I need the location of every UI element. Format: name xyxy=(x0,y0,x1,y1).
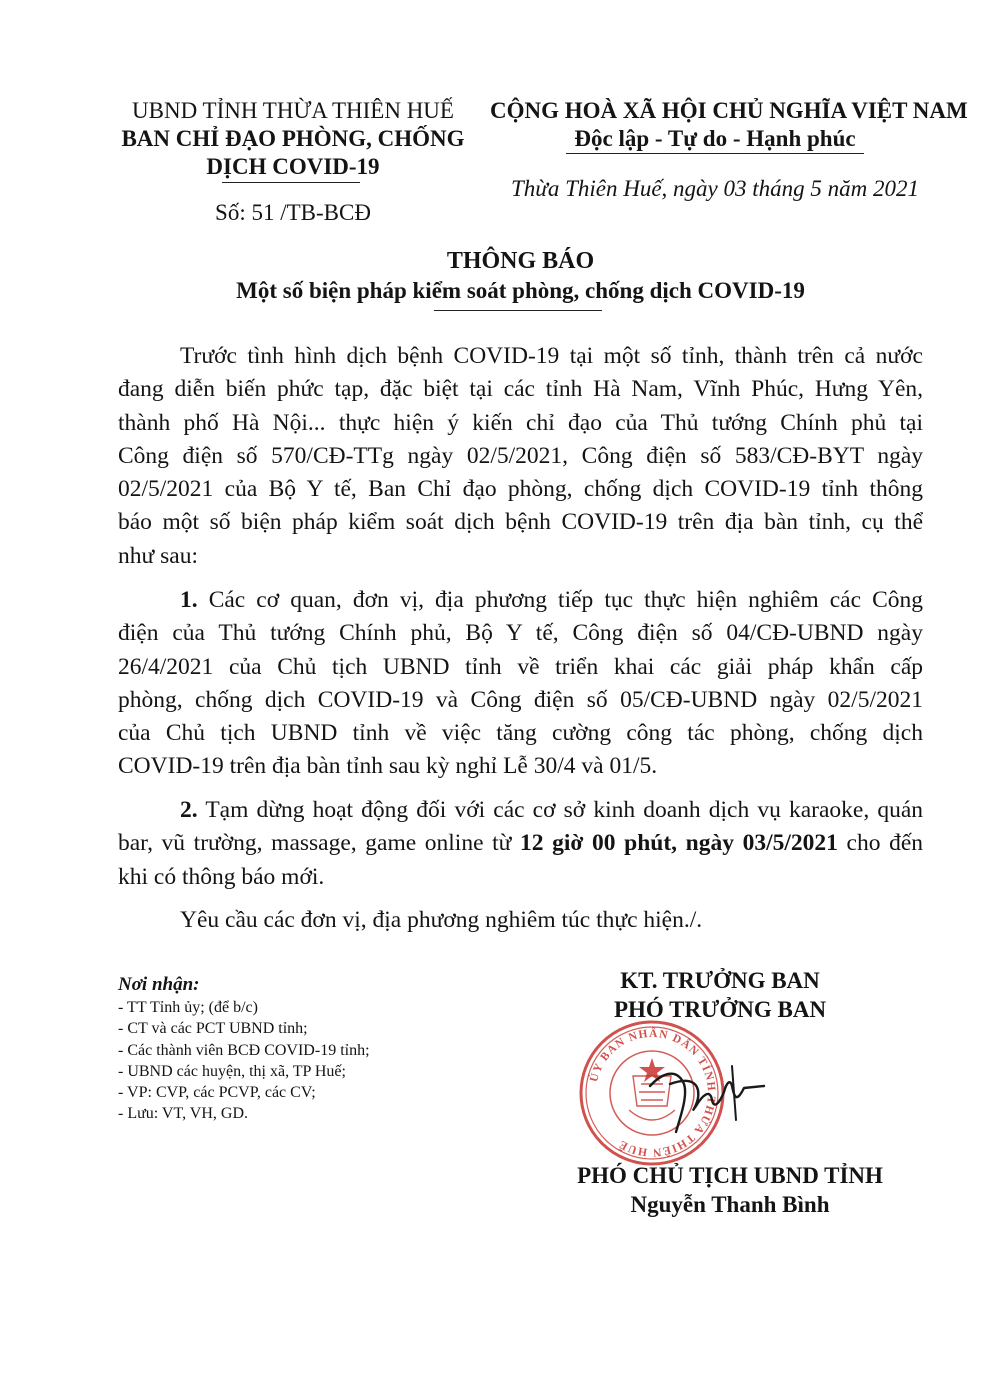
issuing-authority: UBND TỈNH THỪA THIÊN HUẾ xyxy=(132,98,454,123)
item-1-number: 1. xyxy=(180,587,198,613)
recipient-item: - UBND các huyện, thị xã, TP Huế; xyxy=(118,1062,346,1080)
handwritten-signature xyxy=(640,1048,780,1138)
paragraph-line: Trước tình hình dịch bệnh COVID-19 tại một số tỉnh, thành trên cả nước xyxy=(180,343,923,369)
national-title: CỘNG HOÀ XÃ HỘI CHỦ NGHĨA VIỆT NAM xyxy=(490,98,968,123)
paragraph-line: 26/4/2021 của Chủ tịch UBND tỉnh về triển khai các giải pháp khẩn cấp xyxy=(118,653,923,680)
intro-paragraph xyxy=(118,340,923,573)
item-1-paragraph xyxy=(118,584,923,784)
paragraph-line: báo một số biện pháp kiểm soát dịch bệnh COVID-19 trên địa bàn tỉnh, cụ thể xyxy=(118,509,923,536)
title-rule xyxy=(434,310,602,311)
paragraph-line: như sau: xyxy=(118,542,198,569)
signer-position: PHÓ CHỦ TỊCH UBND TỈNH xyxy=(577,1163,883,1188)
paragraph-line: điện của Thủ tướng Chính phủ, Bộ Y tế, Công điện số 04/CĐ-UBND ngày xyxy=(118,620,923,647)
paragraph-line xyxy=(118,794,923,827)
signature-role: PHÓ TRƯỞNG BAN xyxy=(613,997,827,1022)
recipient-item: - CT và các PCT UBND tỉnh; xyxy=(118,1020,308,1038)
closing-line: Yêu cầu các đơn vị, địa phương nghiêm túc thực hiện./. xyxy=(180,907,703,933)
paragraph-line: 02/5/2021 của Bộ Y tế, Ban Chỉ đạo phòng, chống dịch COVID-19 tỉnh thông xyxy=(118,476,923,503)
recipient-item: - TT Tỉnh ủy; (để b/c) xyxy=(118,999,258,1016)
signature-authority: KT. TRƯỞNG BAN xyxy=(620,968,820,993)
item-2-text-post: cho đến xyxy=(846,830,924,857)
svg-text:ỦY BAN NHÂN DÂN TỈNH THỪA THIÊ: ỦY BAN NHÂN DÂN TỈNH THỪA THIÊN HUẾ xyxy=(588,1027,718,1159)
recipients-block xyxy=(118,974,370,1125)
item-2-text-pre: bar, vũ trường, massage, game online từ xyxy=(118,830,512,857)
paragraph-line: của Chủ tịch UBND tỉnh về việc tăng cường công tác phòng, chống dịch xyxy=(118,720,923,747)
paragraph-line: đang diễn biến phức tạp, đặc biệt tại các tỉnh Hà Nam, Vĩnh Phúc, Hưng Yên, xyxy=(118,376,923,403)
paragraph-line xyxy=(118,827,923,860)
item-2-number: 2. xyxy=(180,797,198,823)
document-subtitle: Một số biện pháp kiểm soát phòng, chống dịch COVID-19 xyxy=(236,278,805,303)
item-2-text: Tạm dừng hoạt động đối với các cơ sở kinh doanh dịch vụ karaoke, quán xyxy=(205,797,924,823)
recipients-title: Nơi nhận: xyxy=(118,974,200,995)
closing-paragraph xyxy=(118,904,923,937)
paragraph-line: thành phố Hà Nội... thực hiện ý kiến chỉ đạo của Thủ tướng Chính phủ tại xyxy=(118,409,923,436)
document-number: Số: 51 /TB-BCĐ xyxy=(215,200,371,225)
recipient-item: - Các thành viên BCĐ COVID-19 tỉnh; xyxy=(118,1041,370,1059)
paragraph-line: Công điện số 570/CĐ-TTg ngày 02/5/2021, Công điện số 583/CĐ-BYT ngày xyxy=(118,442,923,469)
item-2-deadline: 12 giờ 00 phút, ngày 03/5/2021 xyxy=(520,830,838,857)
issuing-office-line2: DỊCH COVID-19 xyxy=(206,154,380,179)
recipient-item: - VP: CVP, các PCVP, các CV; xyxy=(118,1084,316,1102)
recipient-item: - Lưu: VT, VH, GD. xyxy=(118,1105,248,1123)
issuing-office: BAN CHỈ ĐẠO PHÒNG, CHỐNG xyxy=(121,126,465,151)
national-motto: Độc lập - Tự do - Hạnh phúc xyxy=(574,126,856,151)
item-1-text: Các cơ quan, đơn vị, địa phương tiếp tục thực hiện nghiêm các Công xyxy=(208,587,924,613)
paragraph-line: phòng, chống dịch COVID-19 và Công điện số 05/CĐ-UBND ngày 02/5/2021 xyxy=(118,686,923,713)
signer-name: Nguyễn Thanh Bình xyxy=(630,1192,830,1217)
issue-date: Thừa Thiên Huế, ngày 03 tháng 5 năm 2021 xyxy=(510,176,919,201)
paragraph-line xyxy=(118,584,923,617)
paragraph-line: COVID-19 trên địa bàn tỉnh sau kỳ nghỉ Lễ 30/4 và 01/5. xyxy=(118,753,658,780)
right-header-rule xyxy=(566,153,864,154)
left-header-rule xyxy=(222,182,360,183)
document-title: THÔNG BÁO xyxy=(446,248,595,274)
paragraph-line: khi có thông báo mới. xyxy=(118,863,325,890)
item-2-paragraph xyxy=(118,794,923,894)
